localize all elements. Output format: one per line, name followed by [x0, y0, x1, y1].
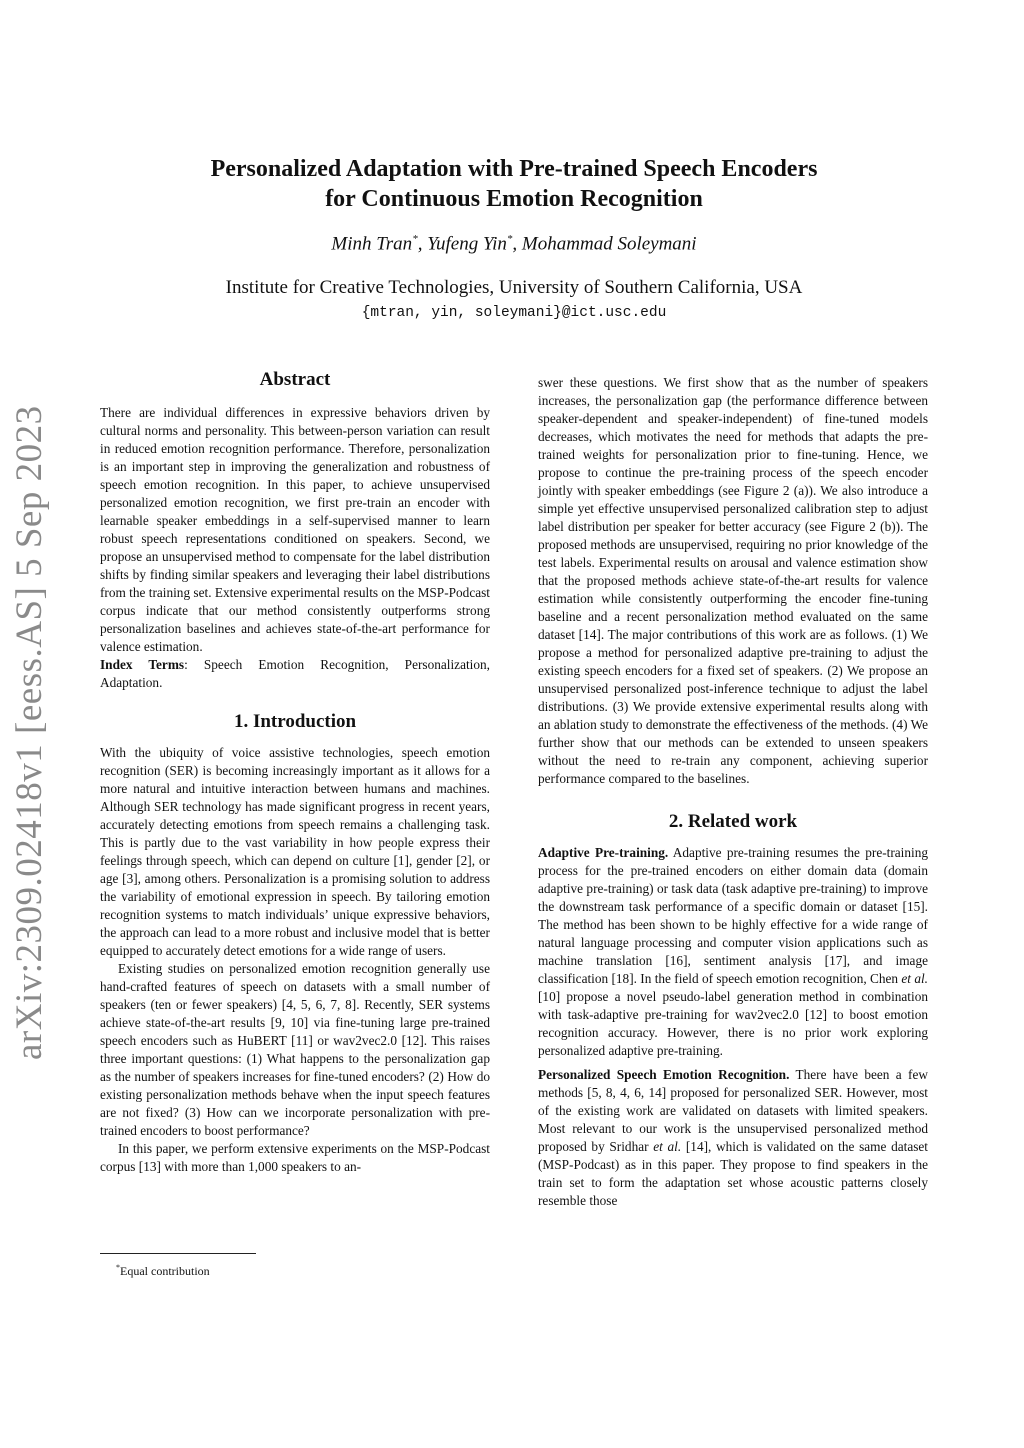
et-al: et al. [901, 971, 928, 986]
author-list [100, 233, 928, 255]
author-mark: * [412, 233, 418, 245]
paragraph-label: Adaptive Pre-training. [538, 845, 669, 860]
index-terms [100, 656, 490, 692]
paragraph-text: [10] propose a novel pseudo-label generation method in combination with task-adaptive pre-training for wav2vec2.0 [12] to boost emotion recognition accuracy. However, there is no prior work exploring personalized adaptive pre-training. [538, 989, 928, 1058]
footnote-divider [100, 1253, 256, 1254]
author-name: Mohammad Soleymani [521, 233, 697, 255]
index-terms-text: : Speech Emotion Recognition, Personalization, Adaptation. [100, 657, 490, 690]
paragraph-label: Personalized Speech Emotion Recognition. [538, 1067, 790, 1082]
author-emails: {mtran, yin, soleymani}@ict.usc.edu [361, 305, 667, 321]
intro-paragraph-2: Existing studies on personalized emotion recognition generally use hand-crafted features of speech on datasets with a small number of speakers (ten or fewer speakers) [4, 5, 6, 7, 8]. Recently, SER systems achieve state-of-the-art results [9, 10] via fine-tuning large pre-trained speech encoders such as HuBERT [11] or wav2vec2.0 [12]. This raises three important questions: (1) What happens to the personalization gap as the number of speakers increases for fine-tuned encoders? (2) How do existing personalization methods behave when the input speech features are not fixed? (3) How can we incorporate personalization with pre-trained encoders to boost performance? [100, 961, 490, 1138]
paragraph-text: There have been a few methods [5, 8, 4, 6, 14] proposed for personalized SER. However, most of the existing work are validated on datasets with limited speakers. Most relevant to our work is the unsupervised personalized method proposed by Sridhar [538, 1067, 928, 1154]
introduction-heading: 1. Introduction [233, 711, 357, 732]
affiliation: Institute for Creative Technologies, University of Southern California, USA [225, 277, 803, 298]
author-separator: , [417, 233, 428, 255]
related-work-heading: 2. Related work [668, 811, 798, 832]
footnote [116, 1260, 210, 1279]
paragraph-text: [14], which is validated on the same dataset (MSP-Podcast) as in this paper. They propose to find speakers in the train set to form the adaptation set whose acoustic patterns closely resemble those [538, 1139, 928, 1208]
intro-paragraph-1: With the ubiquity of voice assistive technologies, speech emotion recognition (SER) is becoming increasingly important as it allows for a more natural and intuitive interaction between humans and machines. Although SER technology has made significant progress in recent years, accurately detecting emotions from speech remains a challenging task. This is partly due to the vast variability in how people express their feelings through speech, which can depend on culture [1], gender [2], or age [3], among others. Personalization is a promising solution to address the variability of emotional expression in speech. By tailoring emotion recognition systems to match individuals’ unique expressive behaviors, the approach can lead to a more robust and inclusive model that is better equipped to accurately detect emotions for a wide range of users. [100, 745, 490, 958]
abstract-text: There are individual differences in expressive behaviors driven by cultural norms and personality. This between-person variation can result in reduced emotion recognition performance. Therefore, personalization is an important step in improving the generalization and robustness of speech emotion recognition. In this paper, to achieve unsupervised personalized emotion recognition, we first pre-train an encoder with learnable speaker embeddings in a self-supervised manner to learn robust speech representations conditioned on speakers. Second, we propose an unsupervised method to compensate for the label distribution shifts by finding similar speakers and leveraging their label distributions from the training set. Extensive experimental results on the MSP-Podcast corpus indicate that our method consistently outperforms strong personalization baselines and achieves state-of-the-art performance for valence estimation. [100, 405, 490, 654]
arxiv-identifier: arXiv:2309.02418v1 [eess.AS] 5 Sep 2023 [9, 405, 50, 1060]
author-name: Yufeng Yin [427, 233, 507, 255]
intro-continuation: swer these questions. We first show that as the number of speakers increases, the personalization gap (the performance difference between speaker-dependent and speaker-independent) of fine-tuned models decreases, which motivates the need for methods that adapts the pre-trained weights for personalization prior to fine-tuning. Hence, we propose to continue the pre-training process of the speech encoder jointly with speaker embeddings (see Figure 2 (a)). We also introduce a simple yet effective unsupervised personalized calibration step to adjust label distribution per speaker for better accuracy (see Figure 2 (b)). The proposed methods are unsupervised, requiring no prior knowledge of the test labels. Experimental results on arousal and valence estimation show that the proposed methods achieve state-of-the-art results for valence estimation while consistently outperforming the encoder fine-tuning baseline and a recent personalization method evaluated on the same dataset [14]. The major contributions of this work are as follows. (1) We propose a method for personalized adaptive pre-training to adjust the existing speech encoders for a fixed set of speakers. (2) We propose an unsupervised personalized post-inference technique to adjust the label distributions. (3) We provide extensive experimental results along with an ablation study to demonstrate the effectiveness of the methods. (4) We further show that our methods can be extended to unseen speakers without the need to re-train any component, achieving superior performance compared to the baselines. [538, 375, 928, 786]
author-name: Minh Tran [331, 233, 413, 255]
title-line-1: Personalized Adaptation with Pre-trained Speech Encoders [210, 156, 818, 182]
footnote-text: Equal contribution [120, 1264, 210, 1278]
author-separator: , [512, 233, 522, 255]
left-column [100, 368, 490, 1176]
paper-title [100, 154, 928, 214]
et-al: et al. [653, 1139, 682, 1154]
related-work-personalized-ser [538, 1066, 928, 1210]
title-line-2: for Continuous Emotion Recognition [325, 186, 703, 212]
footnote-mark: * [116, 1263, 120, 1272]
author-mark: * [506, 233, 513, 245]
index-terms-label: Index Terms [100, 657, 185, 672]
paragraph-text: Adaptive pre-training resumes the pre-training process for the pre-trained encoders on either domain data (domain adaptive pre-training) or task data (task adaptive pre-training) to improve the downstream task performance of a specific domain or dataset [15]. The method has been shown to be highly effective for a wide range of natural language processing and computer vision applications such as machine translation [16], sentiment analysis [17], and image classification [18]. In the field of speech emotion recognition, Chen [538, 845, 929, 986]
right-column [538, 374, 928, 1210]
intro-paragraph-3: In this paper, we perform extensive experiments on the MSP-Podcast corpus [13] with more than 1,000 speakers to an- [100, 1141, 490, 1174]
abstract-heading: Abstract [259, 369, 331, 390]
related-work-adaptive-pretraining [538, 844, 928, 1060]
